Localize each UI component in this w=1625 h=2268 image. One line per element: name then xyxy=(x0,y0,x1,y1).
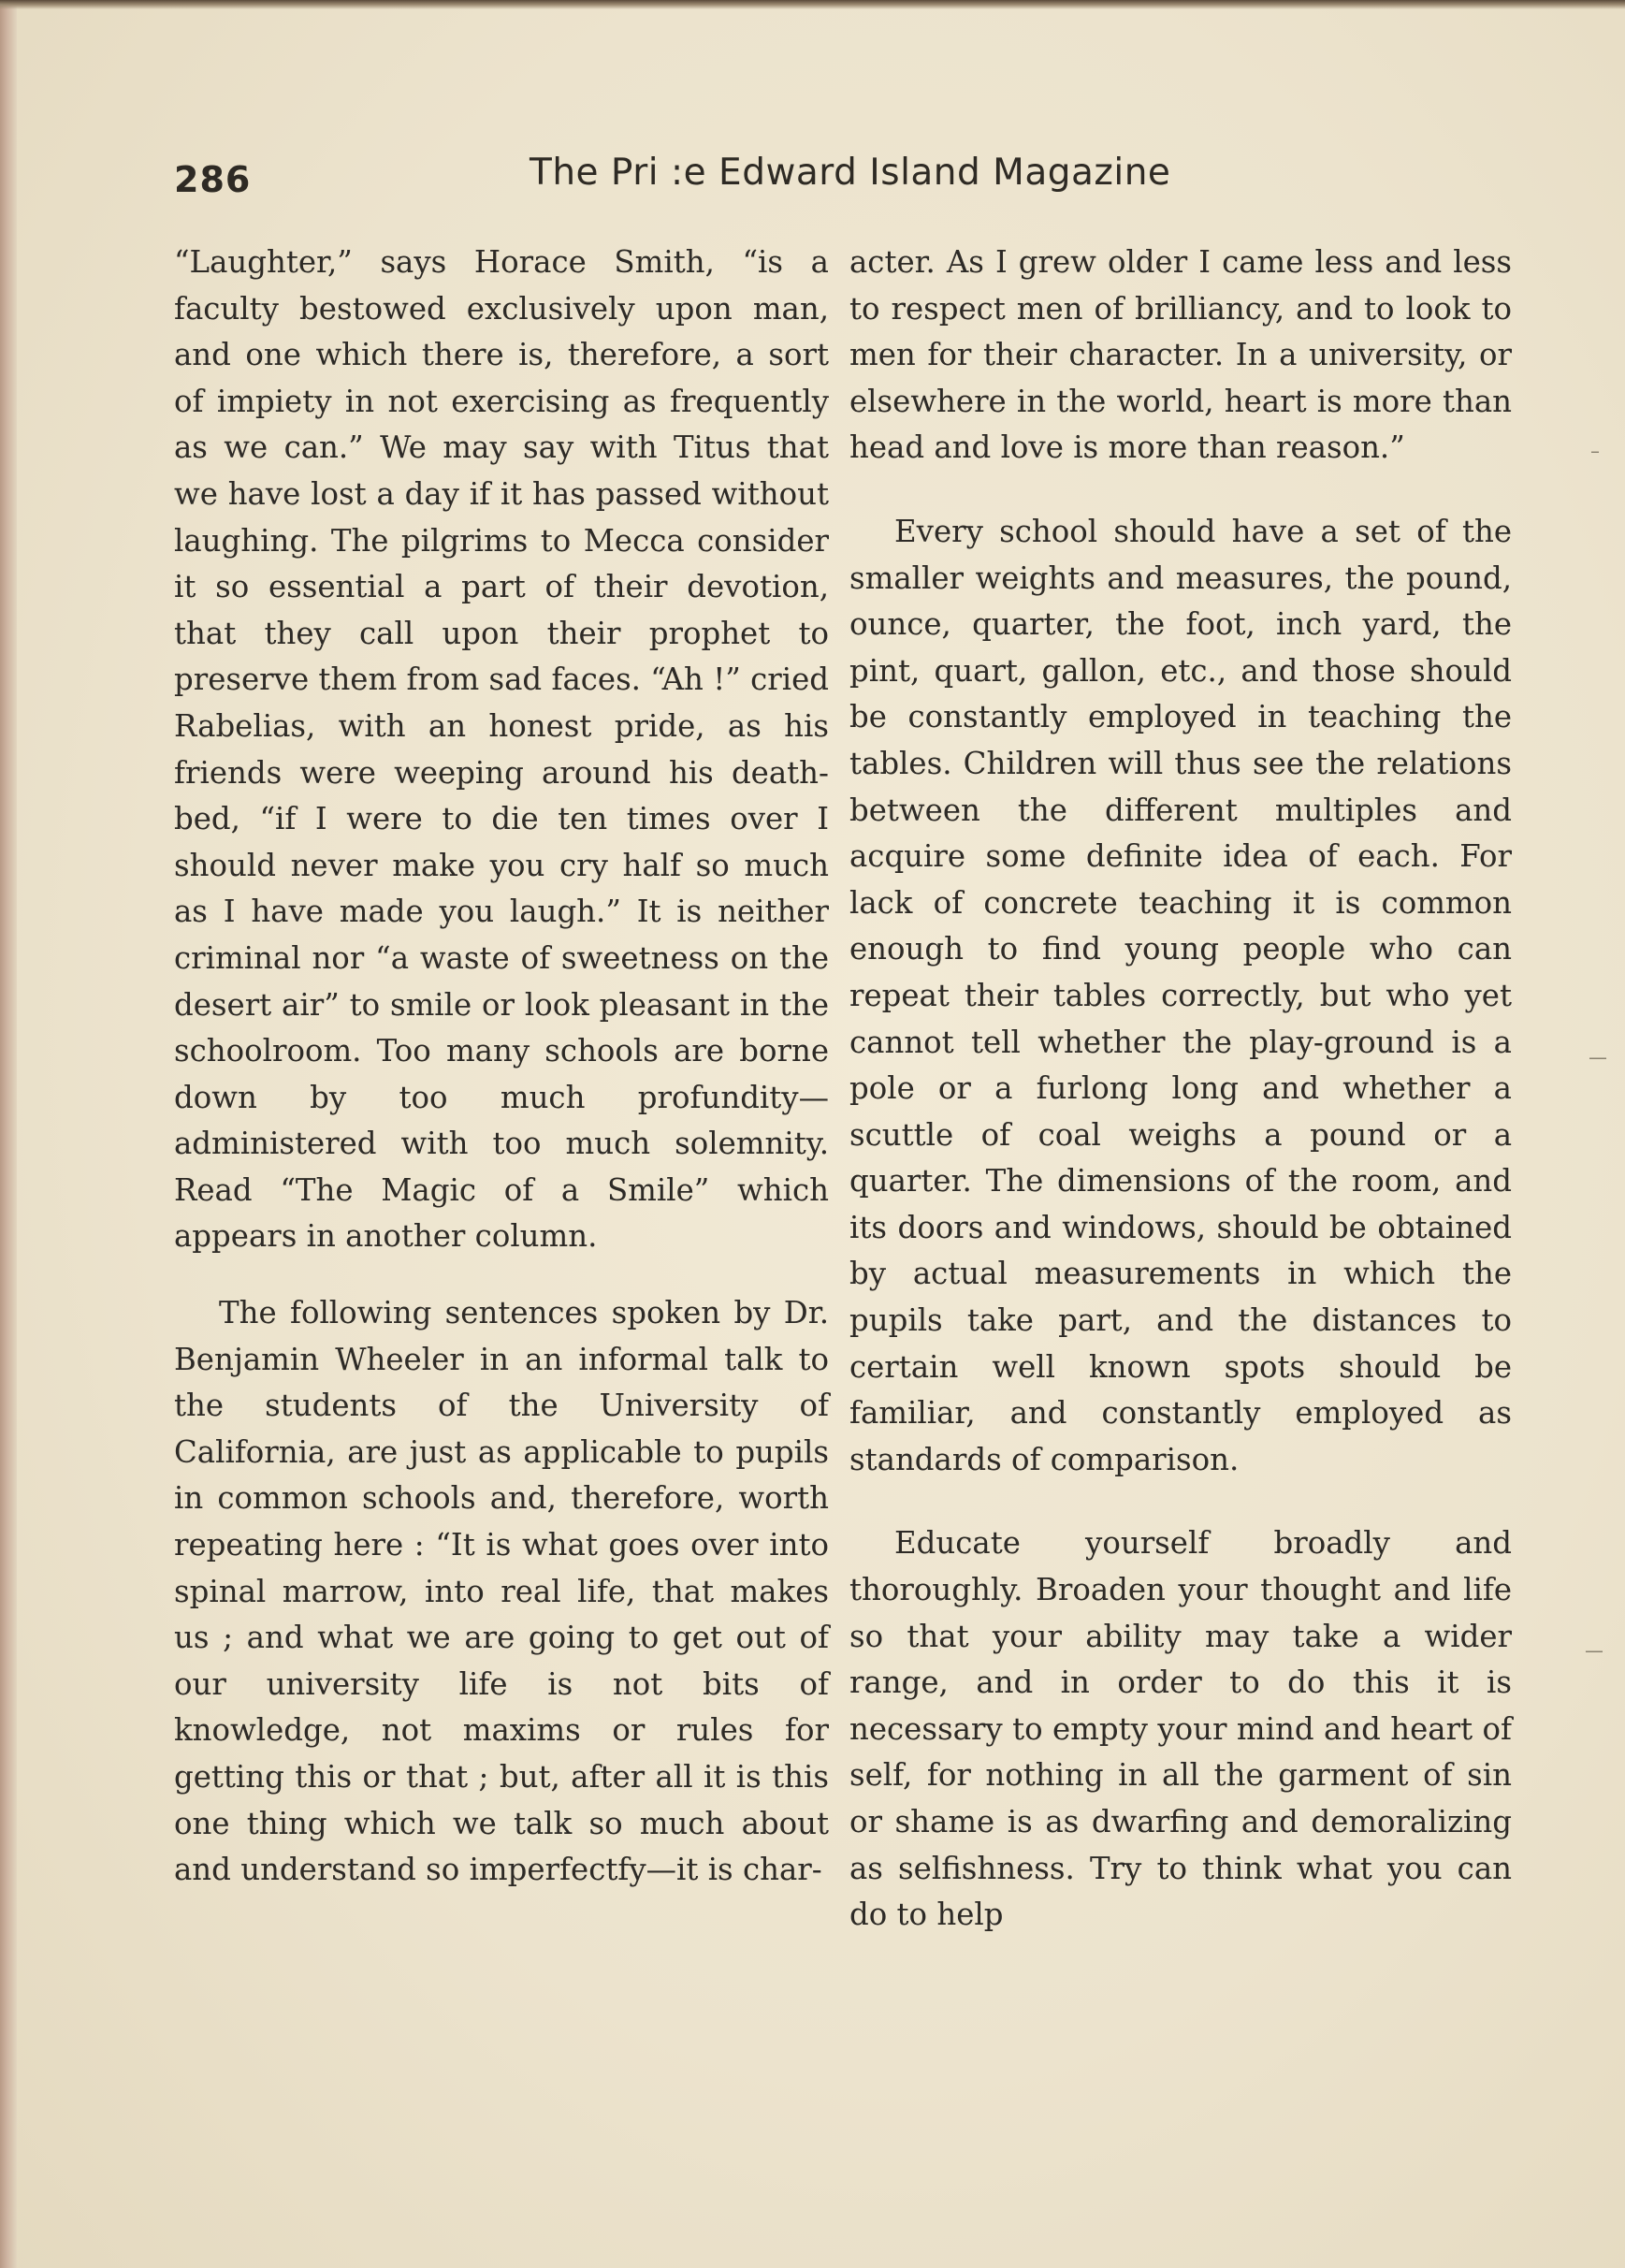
margin-mark: — xyxy=(1589,1046,1607,1069)
paragraph-educate: Educate yourself broadly and thoroughly. Broaden your thought and life so that your ability may take a wider range, and in order to do this it is necessary to empty your mind and heart of self, for nothing in all the garment of sin or shame is as dwarfing and demoralizing as selfishness. Try to think what you can do to help xyxy=(849,1525,1512,1933)
paragraph-spacer xyxy=(174,1260,829,1290)
right-column xyxy=(849,240,1512,1939)
paragraph-character: acter. As I grew older I came less and less to respect men of brilliancy, and to look to men for their character. In a university, or elsewhere in the world, heart is more than head and love is more than reason.” xyxy=(849,244,1512,466)
paragraph-weights-measures: Every school should have a set of the smaller weights and measures, the pound, ounce, quarter, the foot, inch yard, the pint, quart, gallon, etc., and those should be constantly employed in teaching the tables. Children will thus see the relations between the different multiples and acquire some definite idea of each. For lack of concrete teaching it is common enough to find young people who can repeat their tables correctly, but who yet cannot tell whether the play-ground is a pole or a furlong long and whether a scuttle of coal weighs a pound or a quarter. The dimensions of the room, and its doors and windows, should be obtained by actual measurements in which the pupils take part, and the distances to certain well known spots should be familiar, and constantly employed as standards of comparison. xyxy=(849,513,1512,1477)
left-column xyxy=(174,240,829,1894)
page-binding-edge xyxy=(0,0,17,2268)
page-top-edge xyxy=(0,0,1625,9)
margin-mark: – xyxy=(1590,440,1600,462)
page-number: 286 xyxy=(174,159,252,200)
running-title: The Pri :e Edward Island Magazine xyxy=(530,152,1171,194)
paragraph-spacer xyxy=(849,1483,1512,1520)
page-header xyxy=(174,148,1521,213)
paragraph-wheeler: The following sentences spoken by Dr. Benjamin Wheeler in an informal talk to the students of the University of California, are just as applicable to pupils in common schools and, therefore, worth repeating here : “It is what goes over into spinal marrow, into real life, that makes us ; and what we are going to get out of our university life is not bits of knowledge, not maxims or rules for getting this or that ; but, after all it is this one thing which we talk so much about and understand so imperfectfy—it is char- xyxy=(174,1295,829,1888)
margin-mark: — xyxy=(1585,1639,1603,1662)
paragraph-laughter: “Laughter,” says Horace Smith, “is a faculty bestowed exclusively upon man, and one which there is, therefore, a sort of impiety in not exercising as frequently as we can.” We may say with Titus that we have lost a day if it has passed without laughing. The pilgrims to Mecca consider it so essential a part of their devotion, that they call upon their prophet to preserve them from sad faces. “Ah !” cried Rabelias, with an honest pride, as his friends were weeping around his death-bed, “if I were to die ten times over I should never make you cry half so much as I have made you laugh.” It is neither criminal nor “a waste of sweetness on the desert air” to smile or look pleasant in the schoolroom. Too many schools are borne down by too much profundity—administered with too much solemnity. Read “The Magic of a Smile” which appears in another column. xyxy=(174,244,829,1255)
paragraph-spacer xyxy=(849,472,1512,509)
